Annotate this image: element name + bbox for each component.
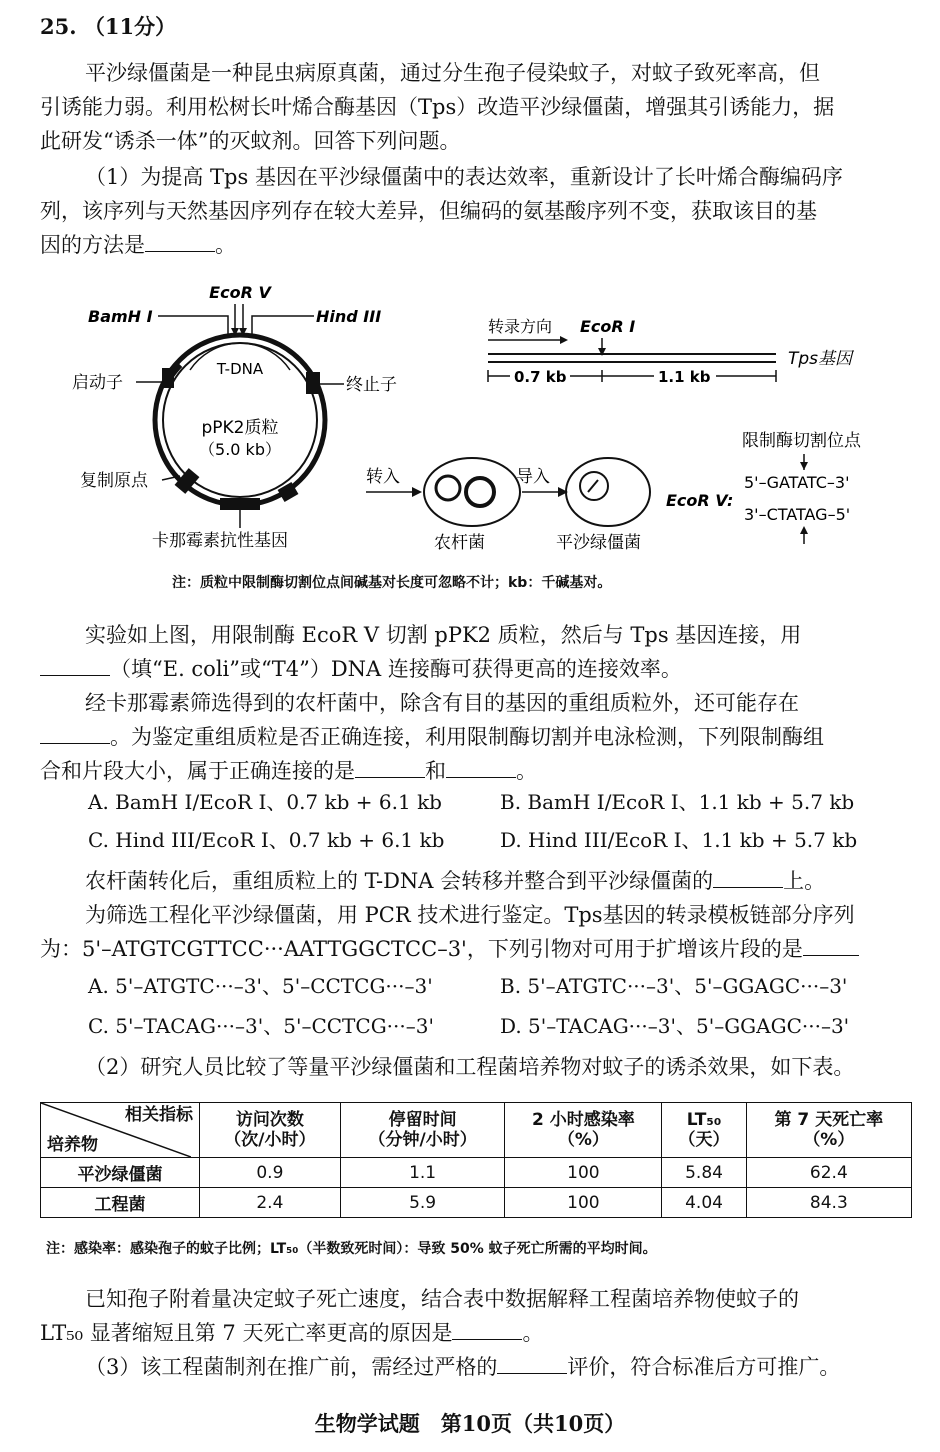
fungus-label: 平沙绿僵菌 bbox=[556, 533, 641, 553]
p2-line-5b: 和 bbox=[425, 759, 446, 783]
p2-line-2 bbox=[40, 654, 682, 684]
table-corner bbox=[41, 1103, 200, 1158]
answer-blank-7[interactable] bbox=[803, 937, 859, 956]
answer-blank-4[interactable] bbox=[355, 759, 425, 778]
header-visits: 访问次数 （次/小时） bbox=[200, 1103, 341, 1158]
answer-blank-5[interactable] bbox=[446, 759, 516, 778]
option-1d[interactable]: D. Hind III/EcoR I、1.1 kb + 5.7 kb bbox=[500, 828, 858, 852]
plasmid-name: pPK2质粒 bbox=[201, 418, 279, 438]
p3-line-1 bbox=[85, 866, 825, 896]
promoter-label: 启动子 bbox=[72, 373, 123, 393]
answer-blank-1[interactable] bbox=[145, 233, 215, 252]
answer-blank-9[interactable] bbox=[497, 1355, 567, 1374]
p5-line-2: LT₅₀ 显著缩短且第 7 天死亡率更高的原因是 。 bbox=[40, 1321, 544, 1345]
p2-line-4 bbox=[40, 722, 824, 752]
kan-label: 卡那霉素抗性基因 bbox=[152, 531, 288, 551]
transfer-in-label: 转入 bbox=[366, 467, 400, 487]
p3-line-1b: 上。 bbox=[783, 869, 826, 893]
length-0-7: 0.7 kb bbox=[514, 368, 567, 386]
table-row: 工程菌 2.4 5.9 100 4.04 84.3 bbox=[41, 1188, 912, 1218]
intro-line-1: 平沙绿僵菌是一种昆虫病原真菌，通过分生孢子侵染蚊子，对蚊子致死率高，但 bbox=[85, 61, 820, 85]
option-2a[interactable]: A. 5'–ATGTC···–3'、5'–CCTCG···–3' bbox=[88, 974, 433, 998]
length-1-1: 1.1 kb bbox=[658, 368, 711, 386]
header-stay: 停留时间 （分钟/小时） bbox=[340, 1103, 505, 1158]
p3-line-3-text: 为：5'–ATGTCGTTCC···AATTGGCTCC–3'，下列引物对可用于扩增该片段的是 bbox=[40, 937, 803, 961]
p2-line-5 bbox=[40, 756, 537, 786]
seq-top: 5'–GATATC–3' bbox=[744, 473, 850, 492]
bamhi-label: BamH I bbox=[88, 307, 153, 326]
agrobacterium-cell bbox=[424, 458, 520, 526]
p1-line-2: 列，该序列与天然基因序列存在较大差异，但编码的氨基酸序列不变，获取该目的基 bbox=[40, 199, 817, 223]
answer-blank-6[interactable] bbox=[713, 869, 783, 888]
plasmid-size: （5.0 kb） bbox=[199, 440, 281, 459]
header-mortality: 第 7 天死亡率 （%） bbox=[746, 1103, 911, 1158]
p1-text: 因的方法是 bbox=[40, 233, 145, 257]
tps-gene-label: Tps基因 bbox=[788, 349, 853, 369]
p2-line-4-text: 。为鉴定重组质粒是否正确连接，利用限制酶切割并电泳检测，下列限制酶组 bbox=[110, 725, 824, 749]
table-row: 平沙绿僵菌 0.9 1.1 100 5.84 62.4 bbox=[41, 1158, 912, 1188]
restriction-site-title: 限制酶切割位点 bbox=[742, 431, 861, 451]
answer-blank-3[interactable] bbox=[40, 725, 110, 744]
answer-blank-2[interactable] bbox=[40, 657, 110, 676]
results-table bbox=[40, 1102, 912, 1218]
agro-label: 农杆菌 bbox=[434, 533, 485, 553]
corner-bottom: 培养物 bbox=[47, 1135, 98, 1155]
terminator-block bbox=[306, 372, 320, 394]
option-2c[interactable]: C. 5'–TACAG···–3'、5'–CCTCG···–3' bbox=[88, 1014, 434, 1038]
p1-line-1: （1）为提高 Tps 基因在平沙绿僵菌中的表达效率，重新设计了长叶烯合酶编码序 bbox=[85, 165, 843, 189]
question-number: 25. （11分） bbox=[40, 14, 177, 39]
p3-line-2: 为筛选工程化平沙绿僵菌，用 PCR 技术进行鉴定。Tps基因的转录模板链部分序列 bbox=[85, 903, 855, 927]
option-1c[interactable]: C. Hind III/EcoR I、0.7 kb + 6.1 kb bbox=[88, 828, 445, 852]
import-label: 导入 bbox=[516, 467, 550, 487]
table-note: 注：感染率：感染孢子的蚊子比例；LT₅₀（半数致死时间）：导致 50% 蚊子死亡所需的平均时间。 bbox=[46, 1241, 657, 1257]
intro-line-3: 此研发“诱杀一体”的灭蚊剂。回答下列问题。 bbox=[40, 129, 461, 153]
ecori-site-label: EcoR I bbox=[580, 317, 636, 336]
header-infection: 2 小时感染率 （%） bbox=[505, 1103, 662, 1158]
p5-line-1: 已知孢子附着量决定蚊子死亡速度，结合表中数据解释工程菌培养物使蚊子的 bbox=[85, 1287, 799, 1311]
option-2b[interactable]: B. 5'–ATGTC···–3'、5'–GGAGC···–3' bbox=[500, 974, 848, 998]
fungus-cell bbox=[566, 458, 650, 526]
p6-line-a: （3）该工程菌制剂在推广前，需经过严格的 bbox=[85, 1355, 498, 1379]
figure-diagram bbox=[40, 270, 920, 570]
p2-line-5c: 。 bbox=[516, 759, 537, 783]
answer-blank-8[interactable] bbox=[452, 1321, 522, 1340]
header-lt50: LT₅₀ （天） bbox=[662, 1103, 746, 1158]
transcription-direction-label: 转录方向 bbox=[488, 317, 553, 336]
option-2d[interactable]: D. 5'–TACAG···–3'、5'–GGAGC···–3' bbox=[500, 1014, 850, 1038]
p2-line-3: 经卡那霉素筛选得到的农杆菌中，除含有目的基因的重组质粒外，还可能存在 bbox=[85, 691, 799, 715]
p1-line-3: 因的方法是 。 bbox=[40, 233, 236, 257]
p6-line-b: 评价，符合标准后方可推广。 bbox=[567, 1355, 841, 1379]
intro-line-2: 引诱能力弱。利用松树长叶烯合酶基因（Tps）改造平沙绿僵菌，增强其引诱能力，据 bbox=[40, 95, 835, 119]
option-1a[interactable]: A. BamH I/EcoR I、0.7 kb + 6.1 kb bbox=[88, 790, 442, 814]
seq-bottom: 3'–CTATAG–5' bbox=[744, 505, 851, 524]
p2-line-1: 实验如上图，用限制酶 EcoR V 切割 pPK2 质粒，然后与 Tps 基因连接，用 bbox=[85, 623, 802, 647]
hindiii-label: Hind III bbox=[316, 307, 382, 326]
ecorv-seq-label: EcoR V: bbox=[666, 491, 734, 510]
p2-line-2-text: （填“E. coli”或“T4”）DNA 连接酶可获得更高的连接效率。 bbox=[110, 657, 682, 681]
p3-line-1a: 农杆菌转化后，重组质粒上的 T-DNA 会转移并整合到平沙绿僵菌的 bbox=[85, 869, 714, 893]
corner-top: 相关指标 bbox=[125, 1105, 193, 1125]
origin-label: 复制原点 bbox=[80, 471, 148, 491]
option-1b[interactable]: B. BamH I/EcoR I、1.1 kb + 5.7 kb bbox=[500, 790, 855, 814]
p3-line-3 bbox=[40, 934, 859, 964]
terminator-label: 终止子 bbox=[346, 375, 397, 395]
p5-line-2-text: LT₅₀ 显著缩短且第 7 天死亡率更高的原因是 bbox=[40, 1321, 453, 1345]
p4-line: （2）研究人员比较了等量平沙绿僵菌和工程菌培养物对蚊子的诱杀效果，如下表。 bbox=[85, 1055, 855, 1079]
page-footer: 生物学试题 第10页（共10页） bbox=[314, 1411, 626, 1436]
p2-line-5a: 合和片段大小，属于正确连接的是 bbox=[40, 759, 355, 783]
promoter-mark bbox=[162, 368, 174, 388]
ecorv-site-label: EcoR V bbox=[209, 283, 271, 302]
p6-line bbox=[85, 1352, 840, 1382]
tdna-label: T-DNA bbox=[216, 360, 264, 378]
figure-note-text: 注：质粒中限制酶切割位点间碱基对长度可忽略不计；kb：千碱基对。 bbox=[172, 575, 612, 591]
kan-block bbox=[220, 498, 260, 510]
